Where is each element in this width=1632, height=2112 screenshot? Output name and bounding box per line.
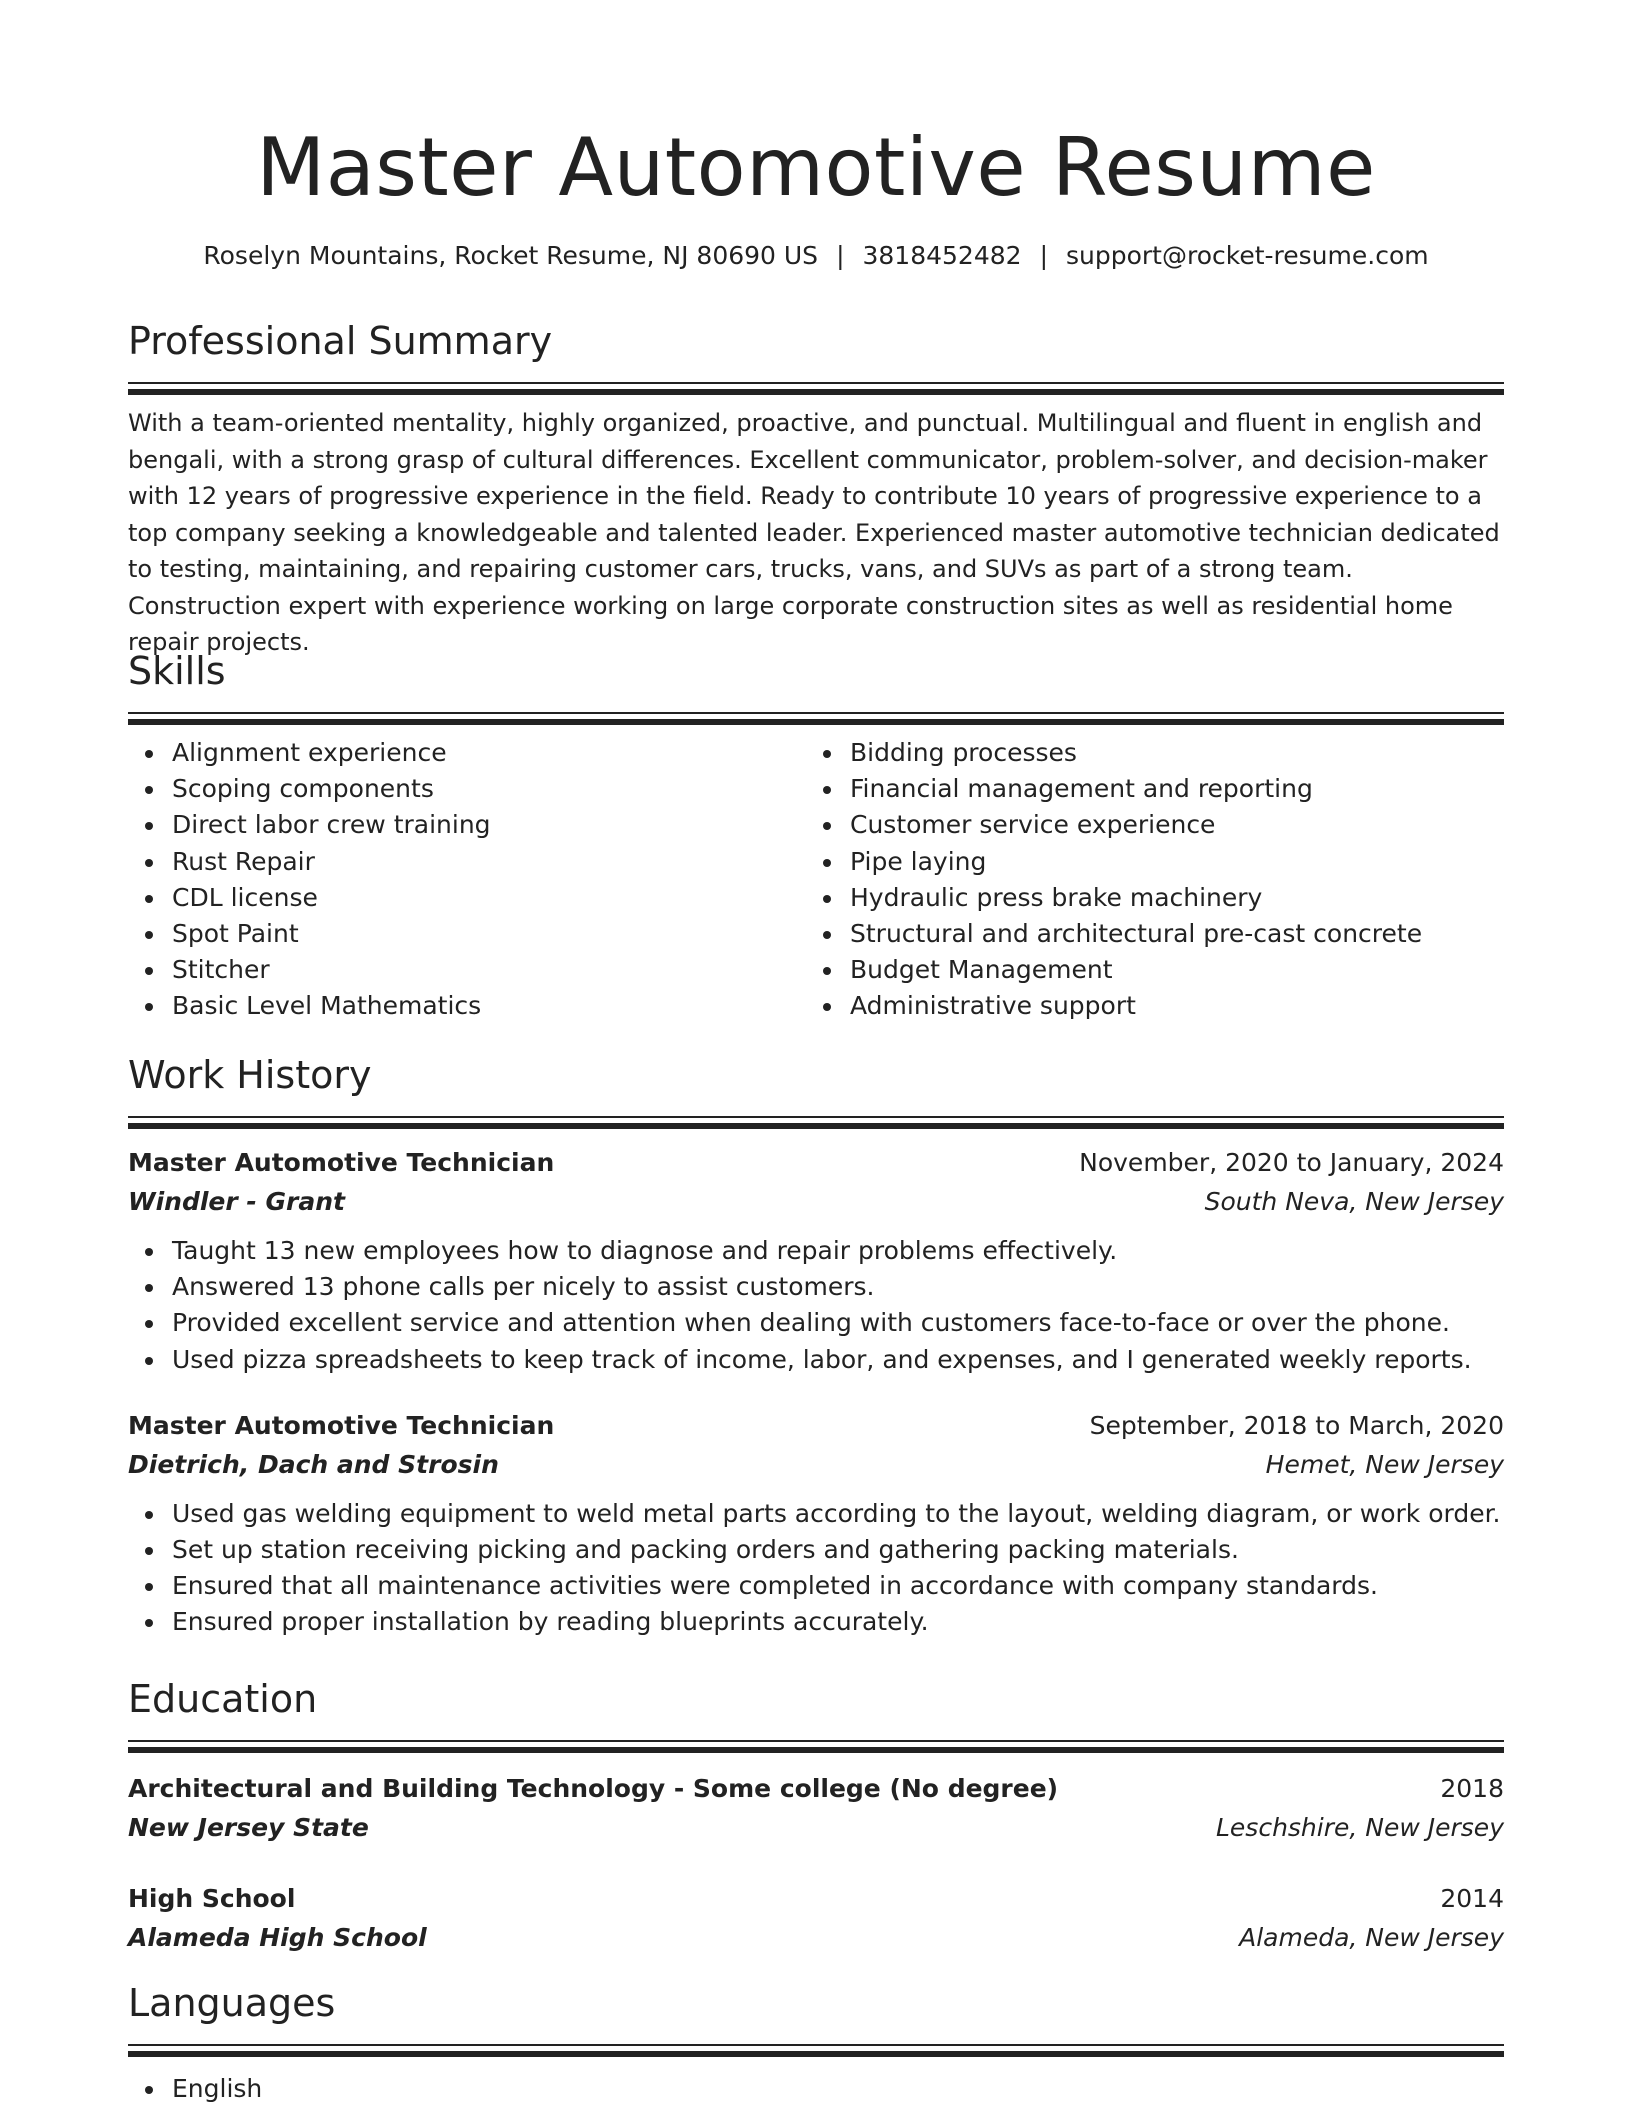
- job-bullet: Set up station receiving picking and packing orders and gathering packing materials.: [172, 1532, 1504, 1568]
- skill-item: Pipe laying: [850, 844, 1484, 880]
- section-title-work: Work History: [128, 1053, 372, 1097]
- summary-text: With a team-oriented mentality, highly organized, proactive, and punctual. Multilingual and fluent in english and bengali, with a strong grasp of cultural differences. Excellent communicator, problem-solver, and decision-maker with 12 years of progressive experience in the field. Ready to contribute 10 years of progressive experience to a top company seeking a knowledgeable and talented leader. Experienced master automotive technician dedicated to testing, maintaining, and repairing customer cars, trucks, vans, and SUVs as part of a strong team. Construction expert with experience working on large corporate construction sites as well as residential home repair projects.: [128, 409, 1500, 656]
- job-company: Dietrich, Dach and Strosin: [128, 1449, 499, 1479]
- job-bullet: Used pizza spreadsheets to keep track of income, labor, and expenses, and I generated weekly reports.: [172, 1342, 1504, 1378]
- skills-column-right: [806, 735, 1484, 1025]
- skill-item: Structural and architectural pre-cast concrete: [850, 916, 1484, 952]
- skills-column-left: [128, 735, 806, 1025]
- job-bullet: Ensured proper installation by reading blueprints accurately.: [172, 1604, 1504, 1640]
- contact-phone: 3818452482: [862, 241, 1022, 270]
- education-location: Alameda, New Jersey: [1239, 1923, 1504, 1952]
- contact-separator: |: [1039, 241, 1048, 270]
- skill-item: Rust Repair: [172, 844, 806, 880]
- job-entry: [128, 1406, 1504, 1641]
- education-degree: Architectural and Building Technology - Some college (No degree): [128, 1774, 1059, 1803]
- education-section: [128, 1674, 1504, 1957]
- contact-address: Roselyn Mountains, Rocket Resume, NJ 80690 US: [203, 241, 819, 270]
- job-bullet: Provided excellent service and attention when dealing with customers face-to-face or over the phone.: [172, 1305, 1504, 1341]
- education-school: New Jersey State: [128, 1813, 369, 1842]
- job-bullet: Used gas welding equipment to weld metal parts according to the layout, welding diagram, or work order.: [172, 1496, 1504, 1532]
- section-title-education: Education: [128, 1677, 318, 1721]
- section-divider: [128, 382, 1504, 395]
- skill-item: Administrative support: [850, 988, 1484, 1024]
- education-degree: High School: [128, 1884, 296, 1913]
- resume-name: Master Automotive Resume: [256, 121, 1376, 214]
- language-item: English: [172, 2071, 1504, 2107]
- skill-item: Direct labor crew training: [172, 807, 806, 843]
- summary-section: [128, 316, 1504, 661]
- education-location: Leschshire, New Jersey: [1215, 1813, 1504, 1842]
- skill-item: Financial management and reporting: [850, 771, 1484, 807]
- education-year: 2014: [1440, 1884, 1504, 1913]
- job-bullet: Taught 13 new employees how to diagnose and repair problems effectively.: [172, 1233, 1504, 1269]
- skill-item: Customer service experience: [850, 807, 1484, 843]
- job-title: Master Automotive Technician: [128, 1148, 555, 1177]
- skill-item: Budget Management: [850, 952, 1484, 988]
- job-entry: [128, 1143, 1504, 1378]
- work-section: [128, 1050, 1504, 1641]
- job-location: South Neva, New Jersey: [1204, 1187, 1504, 1216]
- skill-item: Basic Level Mathematics: [172, 988, 806, 1024]
- languages-section: [128, 1978, 1504, 2107]
- contact-line: [0, 238, 1632, 274]
- section-divider: [128, 2044, 1504, 2057]
- job-company: Windler - Grant: [128, 1187, 345, 1216]
- education-entry: [128, 1879, 1504, 1957]
- skill-item: Alignment experience: [172, 735, 806, 771]
- skill-item: Scoping components: [172, 771, 806, 807]
- education-year: 2018: [1440, 1774, 1504, 1803]
- skill-item: CDL license: [172, 880, 806, 916]
- section-divider: [128, 1740, 1504, 1753]
- job-title: Master Automotive Technician: [128, 1410, 555, 1440]
- education-school: Alameda High School: [128, 1923, 427, 1952]
- skills-columns: [128, 735, 1504, 1025]
- section-title-languages: Languages: [128, 1981, 336, 2025]
- job-dates: November, 2020 to January, 2024: [1079, 1148, 1504, 1177]
- skill-item: Bidding processes: [850, 735, 1484, 771]
- contact-email: support@rocket-resume.com: [1066, 241, 1429, 270]
- job-dates: September, 2018 to March, 2020: [1089, 1410, 1504, 1440]
- job-bullet: Answered 13 phone calls per nicely to assist customers.: [172, 1269, 1504, 1305]
- education-entry: [128, 1769, 1504, 1847]
- section-title-summary: Professional Summary: [128, 319, 553, 363]
- skill-item: Hydraulic press brake machinery: [850, 880, 1484, 916]
- job-bullet: Ensured that all maintenance activities were completed in accordance with company standards.: [172, 1568, 1504, 1604]
- section-title-skills: Skills: [128, 649, 226, 693]
- contact-separator: |: [836, 241, 845, 270]
- skill-item: Stitcher: [172, 952, 806, 988]
- section-divider: [128, 1116, 1504, 1129]
- skills-section: [128, 646, 1504, 1025]
- section-divider: [128, 712, 1504, 725]
- job-location: Hemet, New Jersey: [1265, 1449, 1504, 1479]
- skill-item: Spot Paint: [172, 916, 806, 952]
